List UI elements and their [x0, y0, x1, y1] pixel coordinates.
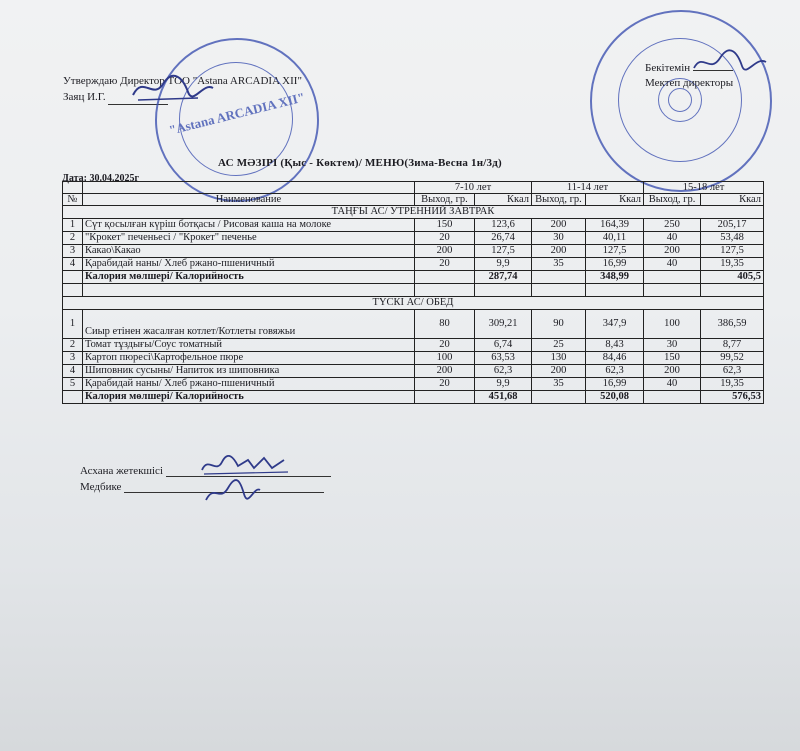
weight-header: Выход, гр. — [644, 194, 701, 206]
cell-kcal: 6,74 — [475, 339, 532, 352]
total-kcal: 287,74 — [475, 271, 532, 284]
nurse-label: Медбике — [80, 481, 122, 493]
section-row-lunch — [63, 297, 764, 310]
kcal-header: Ккал — [586, 194, 644, 206]
agreed-line-1: Бекітемін — [645, 62, 691, 74]
table-row — [63, 365, 764, 378]
agreed-line-2: Мектеп директоры — [645, 77, 734, 89]
total-row-lunch — [63, 391, 764, 404]
cell-kcal: 53,48 — [701, 232, 764, 245]
emblem-center-icon — [668, 88, 692, 112]
cell-kcal: 347,9 — [586, 310, 644, 339]
dish-name: Шиповник сусыны/ Напиток из шиповника — [83, 365, 415, 378]
row-number: 1 — [63, 219, 83, 232]
school-stamp — [590, 10, 772, 192]
total-row-breakfast — [63, 271, 764, 284]
table-row — [63, 310, 764, 339]
row-number: 5 — [63, 378, 83, 391]
cell-weight: 40 — [644, 232, 701, 245]
section-title: ТҮСКІ АС/ ОБЕД — [63, 297, 764, 310]
stamp-text: "Astana ARCADIA XII" — [167, 89, 307, 138]
total-kcal: 520,08 — [586, 391, 644, 404]
cell-kcal: 127,5 — [475, 245, 532, 258]
weight-header: Выход, гр. — [532, 194, 586, 206]
total-kcal: 576,53 — [701, 391, 764, 404]
cell-kcal: 62,3 — [475, 365, 532, 378]
cell-weight: 200 — [532, 219, 586, 232]
cell-kcal: 26,74 — [475, 232, 532, 245]
cell-kcal: 40,11 — [586, 232, 644, 245]
row-number: 2 — [63, 232, 83, 245]
cell-weight: 100 — [644, 310, 701, 339]
section-row-breakfast — [63, 206, 764, 219]
cell-weight: 150 — [644, 352, 701, 365]
dish-name: Картоп пюресі\Картофельное пюре — [83, 352, 415, 365]
total-kcal: 348,99 — [586, 271, 644, 284]
total-kcal: 451,68 — [475, 391, 532, 404]
dish-name: Қарабидай наны/ Хлеб ржано-пшеничный — [83, 258, 415, 271]
cell-kcal: 9,9 — [475, 378, 532, 391]
cell-weight: 30 — [532, 232, 586, 245]
cell-weight: 100 — [415, 352, 475, 365]
table-row — [63, 352, 764, 365]
cell-kcal: 127,5 — [701, 245, 764, 258]
cell-kcal: 84,46 — [586, 352, 644, 365]
cell-weight: 200 — [532, 365, 586, 378]
table-row — [63, 258, 764, 271]
approval-line-1: Утверждаю Директор ТОО "Astana ARCADIA XII" — [63, 75, 302, 87]
approval-line-2: Заяц И.Г. — [63, 91, 106, 103]
row-number: 4 — [63, 258, 83, 271]
dish-name: Какао\Какао — [83, 245, 415, 258]
cell-kcal: 164,39 — [586, 219, 644, 232]
dish-name: Сүт қосылған күріш ботқасы / Рисовая каша на молоке — [83, 219, 415, 232]
number-header: № — [63, 194, 83, 206]
dish-name: Қарабидай наны/ Хлеб ржано-пшеничный — [83, 378, 415, 391]
cell-kcal: 8,77 — [701, 339, 764, 352]
cell-kcal: 62,3 — [701, 365, 764, 378]
kcal-header: Ккал — [701, 194, 764, 206]
cell-weight: 40 — [644, 258, 701, 271]
menu-table — [62, 181, 764, 404]
cell-weight: 25 — [532, 339, 586, 352]
table-row — [63, 378, 764, 391]
organization-stamp — [155, 38, 319, 202]
weight-header: Выход, гр. — [415, 194, 475, 206]
cell-weight: 40 — [644, 378, 701, 391]
age-group-header: 11-14 лет — [532, 182, 644, 194]
cell-weight: 150 — [415, 219, 475, 232]
cell-weight: 20 — [415, 339, 475, 352]
cell-kcal: 16,99 — [586, 258, 644, 271]
age-group-header: 7-10 лет — [415, 182, 532, 194]
cell-kcal: 127,5 — [586, 245, 644, 258]
cell-weight: 80 — [415, 310, 475, 339]
cell-kcal: 63,53 — [475, 352, 532, 365]
cell-kcal: 205,17 — [701, 219, 764, 232]
menu-date: Дата: 30.04.2025г — [62, 173, 140, 184]
page-title: АС МӘЗІРІ (Қыс - Көктем)/ МЕНЮ(Зима-Весна 1н/3д) — [218, 157, 502, 169]
cell-kcal: 99,52 — [701, 352, 764, 365]
cell-weight: 200 — [415, 245, 475, 258]
row-number: 2 — [63, 339, 83, 352]
cell-kcal: 62,3 — [586, 365, 644, 378]
cell-kcal: 9,9 — [475, 258, 532, 271]
cell-kcal: 19,35 — [701, 378, 764, 391]
table-row — [63, 232, 764, 245]
cell-weight: 20 — [415, 378, 475, 391]
cell-weight: 90 — [532, 310, 586, 339]
cell-weight: 35 — [532, 378, 586, 391]
total-label: Калория мөлшері/ Калорийность — [83, 271, 415, 284]
cell-weight: 200 — [644, 365, 701, 378]
cell-kcal: 386,59 — [701, 310, 764, 339]
cell-weight: 20 — [415, 258, 475, 271]
cell-kcal: 16,99 — [586, 378, 644, 391]
cook-label: Асхана жетекшісі — [80, 465, 163, 477]
table-row — [63, 219, 764, 232]
dish-name: "Крокет" печеньесі / "Крокет" печенье — [83, 232, 415, 245]
cell-weight: 30 — [644, 339, 701, 352]
kcal-header: Ккал — [475, 194, 532, 206]
row-number: 1 — [63, 310, 83, 339]
row-number: 3 — [63, 352, 83, 365]
total-label: Калория мөлшері/ Калорийность — [83, 391, 415, 404]
nurse-signature — [200, 476, 265, 506]
cell-weight: 20 — [415, 232, 475, 245]
cell-kcal: 19,35 — [701, 258, 764, 271]
cell-weight: 200 — [415, 365, 475, 378]
age-group-header: 15-18 лет — [644, 182, 764, 194]
section-title: ТАҢҒЫ АС/ УТРЕННИЙ ЗАВТРАК — [63, 206, 764, 219]
cell-kcal: 309,21 — [475, 310, 532, 339]
total-kcal: 405,5 — [701, 271, 764, 284]
row-number: 3 — [63, 245, 83, 258]
director-signature — [128, 70, 218, 110]
dish-name: Сиыр етінен жасалған котлет/Котлеты говяжьи — [83, 310, 415, 339]
dish-name: Томат тұздығы/Соус томатный — [83, 339, 415, 352]
cell-kcal: 123,6 — [475, 219, 532, 232]
cell-kcal: 8,43 — [586, 339, 644, 352]
cell-weight: 130 — [532, 352, 586, 365]
cell-weight: 200 — [644, 245, 701, 258]
cell-weight: 200 — [532, 245, 586, 258]
header-row-ages — [63, 182, 764, 194]
name-header: Наименование — [83, 194, 415, 206]
cell-weight: 250 — [644, 219, 701, 232]
table-row — [63, 339, 764, 352]
header-row-columns — [63, 194, 764, 206]
cell-weight: 35 — [532, 258, 586, 271]
school-director-signature — [690, 48, 770, 80]
spacer-row — [63, 284, 764, 297]
table-row — [63, 245, 764, 258]
row-number: 4 — [63, 365, 83, 378]
